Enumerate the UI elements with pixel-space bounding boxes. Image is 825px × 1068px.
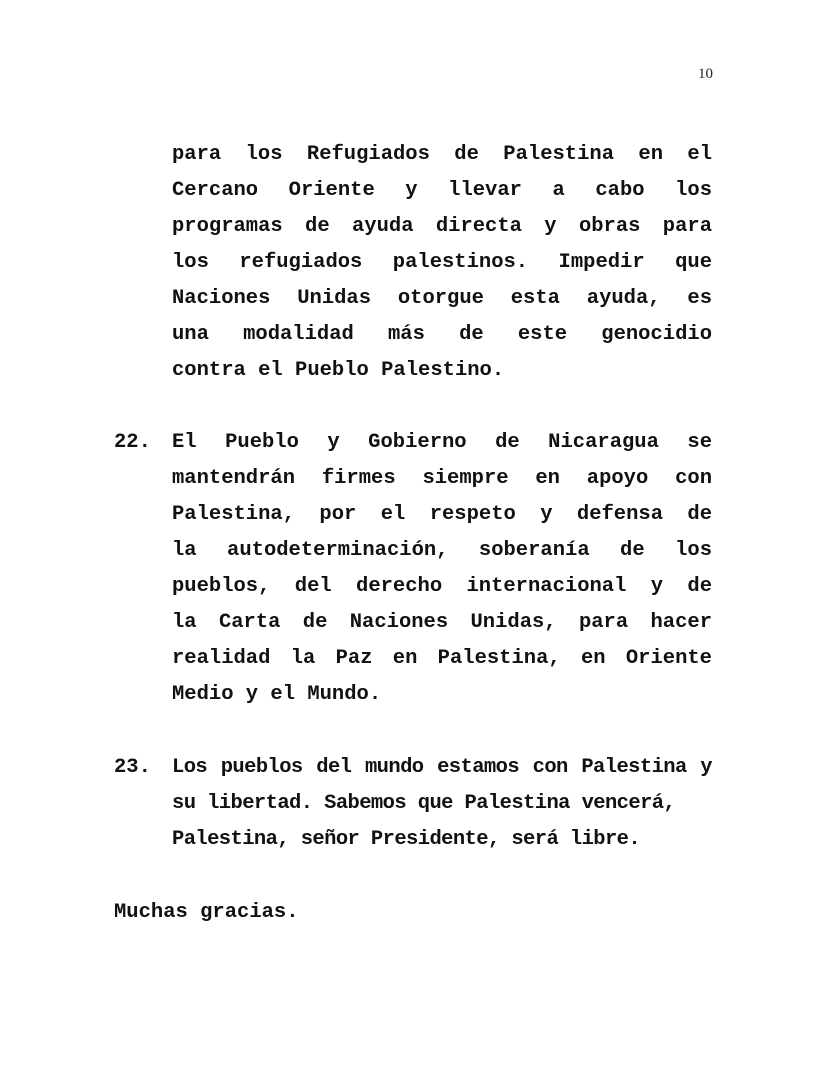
text-line: Naciones Unidas otorgue esta ayuda, es <box>172 287 712 310</box>
text-line: El Pueblo y Gobierno de Nicaragua se <box>172 431 712 454</box>
text-line: programas de ayuda directa y obras para <box>172 215 712 238</box>
text-line: pueblos, del derecho internacional y de <box>172 575 712 598</box>
text-line: los refugiados palestinos. Impedir que <box>172 251 712 274</box>
text-line: Los pueblos del mundo estamos con Palestina y <box>172 756 712 779</box>
text-line: Medio y el Mundo. <box>172 683 382 706</box>
text-line: la autodeterminación, soberanía de los <box>172 539 712 562</box>
text-line: para los Refugiados de Palestina en el <box>172 143 712 166</box>
text-line: Palestina, por el respeto y defensa de <box>172 503 712 526</box>
text-line: Cercano Oriente y llevar a cabo los <box>172 179 712 202</box>
text-line: una modalidad más de este genocidio <box>172 323 712 346</box>
text-line: Palestina, señor Presidente, será libre. <box>172 828 641 851</box>
paragraph-continuation <box>172 137 712 389</box>
item-number-23: 23. <box>114 756 151 779</box>
closing-remark: Muchas gracias. <box>114 901 299 924</box>
page-number: 10 <box>698 66 713 82</box>
text-line: realidad la Paz en Palestina, en Oriente <box>172 647 712 670</box>
text-line: contra el Pueblo Palestino. <box>172 359 505 382</box>
text-line: mantendrán firmes siempre en apoyo con <box>172 467 712 490</box>
numbered-item-23 <box>172 750 712 858</box>
item-number-22: 22. <box>114 431 151 454</box>
text-line: su libertad. Sabemos que Palestina vencerá, <box>172 792 676 815</box>
text-line: la Carta de Naciones Unidas, para hacer <box>172 611 712 634</box>
numbered-item-22 <box>172 425 712 713</box>
